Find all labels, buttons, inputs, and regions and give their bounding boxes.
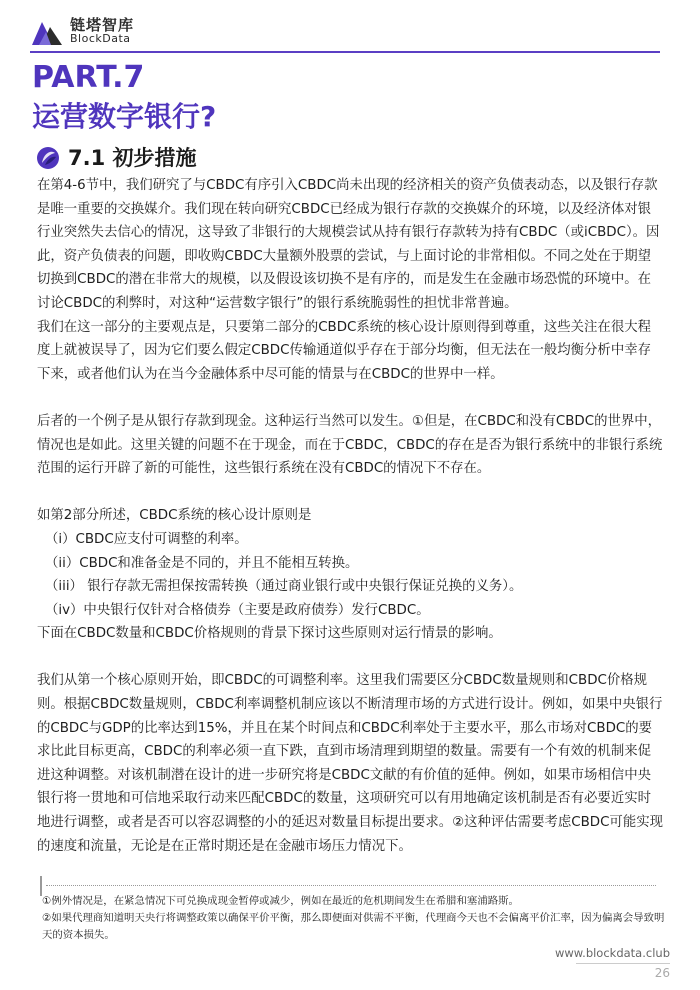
page-number: 26 xyxy=(654,966,670,980)
bitcoin-circle-icon xyxy=(36,146,60,170)
paragraph: 如第2部分所述，CBDC系统的核心设计原则是 xyxy=(37,508,312,524)
principle-item: （ii）CBDC和准备金是不同的，并且不能相互转换。 xyxy=(45,555,359,571)
subsection-title: 7.1 初步措施 xyxy=(68,146,197,170)
footnotes xyxy=(42,893,666,944)
footnote: ①例外情况是，在紧急情况下可兑换成现金暂停或减少，例如在最近的危机期间发生在希腊和塞浦路斯。 xyxy=(42,895,519,907)
footnote-divider xyxy=(46,885,656,886)
paragraph: 我们从第一个核心原则开始，即CBDC的可调整利率。这里我们需要区分CBDC数量规则和CBDC价格规则。根据CBDC数量规则，CBDC利率调整机制应该以不断清理市场的方式进行设计。例如，如果中央银行的CBDC与GDP的比率达到15%，并且在某个时间点和CBDC利率处于主要水平，那么市场对CBDC的要求比此目标更高，CBDC的利率必须一直下跌，直到市场清理到期望的数量。需要有一个有效的机制来促进这种调整。对该机制潜在设计的进一步研究将是CBDC文献的有价值的延伸。例如，如果市场相信中央银行将一贯地和可信地采取行动来匹配CBDC的数量，这项研究可以有用地确定该机制是否有必要近实时地进行调整，或者是否可以容忍调整的小的延迟对数量目标提出要求。②这种评估需要考虑CBDC可能实现的速度和流量，无论是在正常时期还是在金融市场压力情况下。 xyxy=(37,673,663,854)
logo-english-name: BlockData xyxy=(70,32,131,45)
paragraph: 在第4-6节中，我们研究了与CBDC有序引入CBDC尚未出现的经济相关的资产负债表动态，以及银行存款是唯一重要的交换媒介。我们现在转向研究CBDC已经成为银行存款的交换媒介的环境，以及经济体对银行业突然失去信心的情况，这导致了非银行的大规模尝试从持有银行存款转为持有CBDC（或iCBDC）。因此，资产负债表的问题，即收购CBDC大量额外股票的尝试，与上面讨论的非常相似。不同之处在于期望切换到CBDC的潜在非常大的规模，以及假设该切换不是有序的，而是发生在金融市场恐慌的环境中。在讨论CBDC的利弊时，对这种“运营数字银行”的银行系统脆弱性的担忧非常普遍。 xyxy=(37,178,660,311)
subsection-heading xyxy=(36,144,197,172)
triangle-mountain-logo-icon xyxy=(30,16,64,46)
section-title: 运营数字银行? xyxy=(32,100,217,133)
header-divider xyxy=(30,51,660,53)
footnote: ②如果代理商知道明天央行将调整政策以确保平价平衡，那么即便面对供需不平衡，代理商今天也不会偏离平价汇率，因为偏离会导致明天的资本损失。 xyxy=(42,912,665,941)
page-number-divider xyxy=(576,963,670,964)
logo-chinese-name: 链塔智库 xyxy=(70,16,135,34)
paragraph: 我们在这一部分的主要观点是，只要第二部分的CBDC系统的核心设计原则得到尊重，这些关注在很大程度上就被误导了，因为它们要么假定CBDC传输通道似乎存在于部分均衡，但无法在一般均衡分析中幸存下来，或者他们认为在当今金融体系中尽可能的情景与在CBDC的世界中一样。 xyxy=(37,319,651,382)
article-body xyxy=(37,174,663,858)
brand-logo xyxy=(30,16,134,46)
principle-item: （i）CBDC应支付可调整的利率。 xyxy=(45,531,248,547)
website-link[interactable]: www.blockdata.club xyxy=(555,946,670,960)
part-heading: PART.7 xyxy=(32,60,145,95)
paragraph: 后者的一个例子是从银行存款到现金。这种运行当然可以发生。①但是，在CBDC和没有CBDC的世界中，情况也是如此。这里关键的问题不在于现金，而在于CBDC，CBDC的存在是否为银行系统中的非银行系统范围的运行开辟了新的可能性，这些银行系统在没有CBDC的情况下不存在。 xyxy=(37,413,663,477)
principle-item: （iii） 银行存款无需担保按需转换（通过商业银行或中央银行保证兑换的义务）。 xyxy=(45,579,523,595)
principle-item: （iv）中央银行仅针对合格债券（主要是政府债券）发行CBDC。 xyxy=(45,602,430,618)
paragraph: 下面在CBDC数量和CBDC价格规则的背景下探讨这些原则对运行情景的影响。 xyxy=(37,626,502,642)
